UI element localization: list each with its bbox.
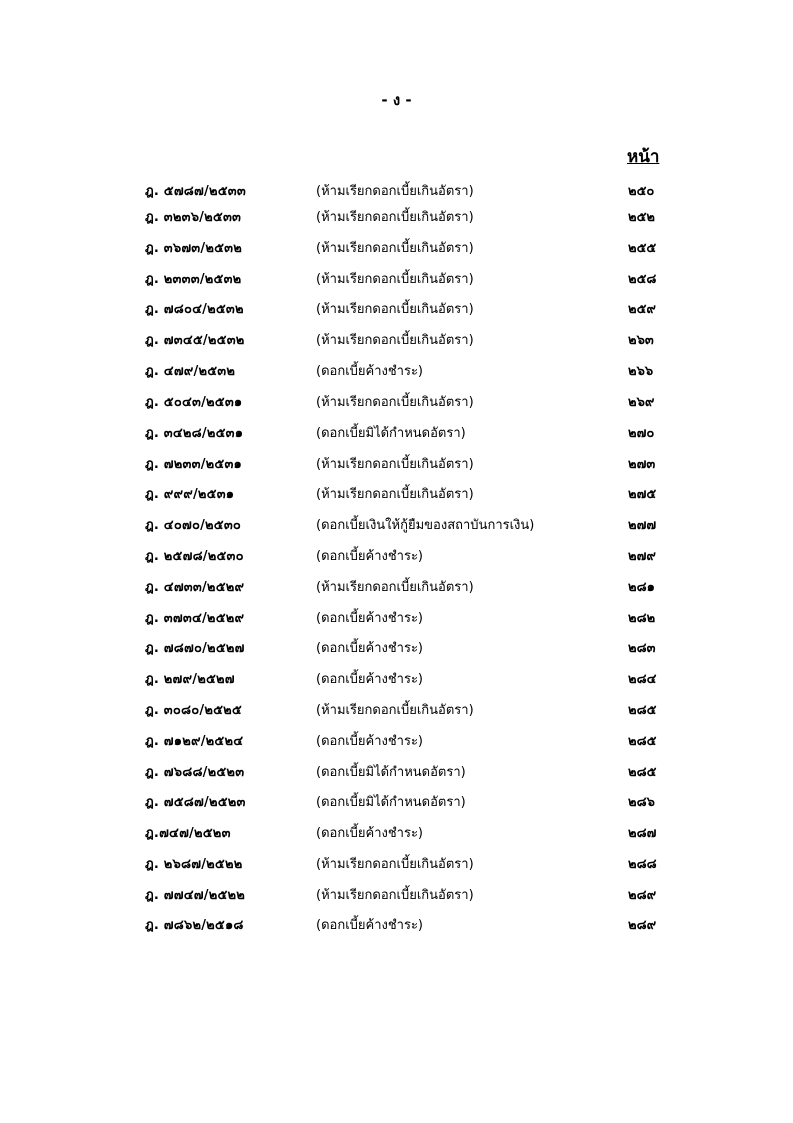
case-topic: (ห้ามเรียกดอกเบี้ยเกินอัตรา) bbox=[316, 580, 474, 595]
page-number: ๒๘๒ bbox=[628, 611, 656, 626]
case-reference: ฎ. ๒๗๙/๒๕๒๗ bbox=[145, 672, 235, 687]
case-topic: (ห้ามเรียกดอกเบี้ยเกินอัตรา) bbox=[316, 703, 474, 718]
case-reference: ฎ. ๗๕๘๗/๒๕๒๓ bbox=[145, 795, 246, 810]
case-topic: (ห้ามเรียกดอกเบี้ยเกินอัตรา) bbox=[316, 857, 474, 872]
case-topic: (ห้ามเรียกดอกเบี้ยเกินอัตรา) bbox=[316, 333, 474, 348]
page-number: ๒๘๕ bbox=[628, 703, 657, 718]
case-reference: ฎ. ๓๗๓๔/๒๕๒๙ bbox=[145, 611, 245, 626]
index-entry bbox=[0, 884, 793, 906]
case-reference: ฎ. ๕๗๘๗/๒๕๓๓ bbox=[145, 184, 246, 199]
page-number: ๒๗๙ bbox=[628, 549, 656, 564]
index-entry bbox=[0, 637, 793, 659]
index-entry bbox=[0, 853, 793, 875]
case-reference: ฎ. ๗๓๔๕/๒๕๓๒ bbox=[145, 333, 245, 348]
case-topic: (ดอกเบี้ยค้างชำระ) bbox=[316, 611, 424, 626]
case-topic: (ห้ามเรียกดอกเบี้ยเกินอัตรา) bbox=[316, 272, 474, 287]
page-number: ๒๘๕ bbox=[628, 765, 657, 780]
index-entry bbox=[0, 545, 793, 567]
case-topic: (ดอกเบี้ยค้างชำระ) bbox=[316, 734, 424, 749]
index-entry bbox=[0, 761, 793, 783]
case-reference: ฎ. ๓๖๗๓/๒๕๓๒ bbox=[145, 241, 243, 256]
page-marker: - ง - bbox=[381, 91, 412, 109]
case-reference: ฎ. ๓๔๒๘/๒๕๓๑ bbox=[145, 426, 244, 441]
page-number: ๒๘๑ bbox=[628, 580, 655, 595]
index-entry bbox=[0, 576, 793, 598]
case-reference: ฎ. ๗๑๒๙/๒๕๒๔ bbox=[145, 734, 244, 749]
case-reference: ฎ. ๗๘๖๒/๒๕๑๘ bbox=[145, 918, 244, 933]
index-entry bbox=[0, 791, 793, 813]
index-entry bbox=[0, 699, 793, 721]
index-entry bbox=[0, 668, 793, 690]
case-reference: ฎ. ๒๓๓๓/๒๕๓๒ bbox=[145, 272, 242, 287]
case-reference: ฎ. ๕๐๔๓/๒๕๓๑ bbox=[145, 395, 243, 410]
case-reference: ฎ. ๗๘๐๔/๒๕๓๒ bbox=[145, 302, 244, 317]
case-reference: ฎ. ๙๙๙/๒๕๓๑ bbox=[145, 487, 235, 502]
index-entry bbox=[0, 607, 793, 629]
page-number: ๒๘๗ bbox=[628, 826, 657, 841]
case-reference: ฎ. ๓๐๘๐/๒๕๒๕ bbox=[145, 703, 242, 718]
case-reference: ฎ.๗๔๗/๒๕๒๓ bbox=[145, 826, 231, 841]
case-topic: (ดอกเบี้ยค้างชำระ) bbox=[316, 918, 424, 933]
index-entry bbox=[0, 206, 793, 228]
case-reference: ฎ. ๒๕๗๘/๒๕๓๐ bbox=[145, 549, 244, 564]
case-reference: ฎ. ๒๖๘๗/๒๕๒๒ bbox=[145, 857, 243, 872]
page-number: ๒๗๕ bbox=[628, 487, 657, 502]
page-number: ๒๗๓ bbox=[628, 457, 656, 472]
page-number: ๒๘๙ bbox=[628, 888, 657, 903]
index-entry bbox=[0, 822, 793, 844]
page-column-header: หน้า bbox=[627, 147, 660, 167]
case-reference: ฎ. ๔๗๙/๒๕๓๒ bbox=[145, 364, 236, 379]
case-reference: ฎ. ๔๗๓๓/๒๕๒๙ bbox=[145, 580, 245, 595]
case-topic: (ดอกเบี้ยค้างชำระ) bbox=[316, 641, 424, 656]
index-entry bbox=[0, 422, 793, 444]
case-topic: (ดอกเบี้ยค้างชำระ) bbox=[316, 549, 424, 564]
index-entry bbox=[0, 914, 793, 936]
case-topic: (ห้ามเรียกดอกเบี้ยเกินอัตรา) bbox=[316, 395, 474, 410]
case-reference: ฎ. ๗๒๓๓/๒๕๓๑ bbox=[145, 457, 243, 472]
case-reference: ฎ. ๓๒๓๖/๒๕๓๓ bbox=[145, 210, 242, 225]
index-entry bbox=[0, 180, 793, 202]
index-entry bbox=[0, 237, 793, 259]
page-number: ๒๖๓ bbox=[628, 333, 654, 348]
page-number: ๒๕๕ bbox=[628, 241, 657, 256]
case-topic: (ดอกเบี้ยเงินให้กู้ยืมของสถาบันการเงิน) bbox=[316, 518, 535, 533]
case-topic: (ดอกเบี้ยมิได้กำหนดอัตรา) bbox=[316, 765, 466, 780]
case-reference: ฎ. ๗๗๔๗/๒๕๒๒ bbox=[145, 888, 246, 903]
index-entry bbox=[0, 268, 793, 290]
case-topic: (ห้ามเรียกดอกเบี้ยเกินอัตรา) bbox=[316, 457, 474, 472]
case-topic: (ดอกเบี้ยค้างชำระ) bbox=[316, 672, 424, 687]
case-topic: (ดอกเบี้ยค้างชำระ) bbox=[316, 826, 424, 841]
page-number: ๒๘๖ bbox=[628, 795, 655, 810]
index-entry bbox=[0, 329, 793, 351]
case-topic: (ห้ามเรียกดอกเบี้ยเกินอัตรา) bbox=[316, 487, 474, 502]
page-number: ๒๕๐ bbox=[628, 184, 655, 199]
case-reference: ฎ. ๔๐๗๐/๒๕๓๐ bbox=[145, 518, 242, 533]
index-entry bbox=[0, 514, 793, 536]
index-entry bbox=[0, 298, 793, 320]
page-number: ๒๘๙ bbox=[628, 918, 657, 933]
case-topic: (ห้ามเรียกดอกเบี้ยเกินอัตรา) bbox=[316, 210, 474, 225]
case-reference: ฎ. ๗๘๗๐/๒๕๒๗ bbox=[145, 641, 245, 656]
page-number: ๒๗๐ bbox=[628, 426, 655, 441]
index-entry bbox=[0, 360, 793, 382]
page-number: ๒๕๘ bbox=[628, 272, 657, 287]
page-number: ๒๘๓ bbox=[628, 641, 656, 656]
page-number: ๒๕๙ bbox=[628, 302, 656, 317]
index-entry bbox=[0, 453, 793, 475]
case-topic: (ห้ามเรียกดอกเบี้ยเกินอัตรา) bbox=[316, 888, 474, 903]
case-topic: (ดอกเบี้ยมิได้กำหนดอัตรา) bbox=[316, 795, 466, 810]
page-number: ๒๘๔ bbox=[628, 672, 657, 687]
index-entry bbox=[0, 483, 793, 505]
page-number: ๒๕๒ bbox=[628, 210, 655, 225]
page-number: ๒๗๗ bbox=[628, 518, 657, 533]
case-topic: (ห้ามเรียกดอกเบี้ยเกินอัตรา) bbox=[316, 241, 474, 256]
index-entry bbox=[0, 391, 793, 413]
case-topic: (ดอกเบี้ยมิได้กำหนดอัตรา) bbox=[316, 426, 466, 441]
page-number: ๒๘๘ bbox=[628, 857, 657, 872]
index-entry bbox=[0, 730, 793, 752]
case-topic: (ดอกเบี้ยค้างชำระ) bbox=[316, 364, 424, 379]
page-number: ๒๘๕ bbox=[628, 734, 657, 749]
case-reference: ฎ. ๗๖๘๘/๒๕๒๓ bbox=[145, 765, 245, 780]
page-number: ๒๖๖ bbox=[628, 364, 654, 379]
page-number: ๒๖๙ bbox=[628, 395, 655, 410]
case-topic: (ห้ามเรียกดอกเบี้ยเกินอัตรา) bbox=[316, 184, 474, 199]
case-topic: (ห้ามเรียกดอกเบี้ยเกินอัตรา) bbox=[316, 302, 474, 317]
